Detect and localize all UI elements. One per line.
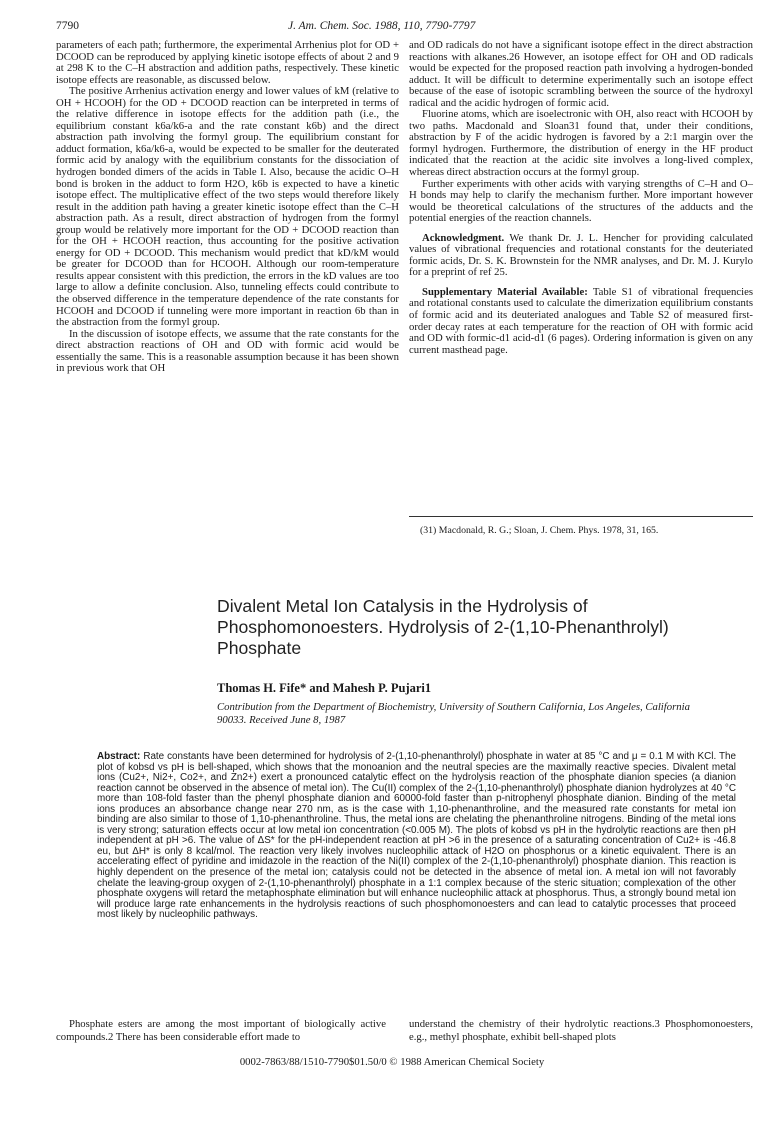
left-column [56, 40, 399, 375]
right-column [409, 40, 753, 356]
footnote: (31) Macdonald, R. G.; Sloan, J. Chem. Phys. 1978, 31, 165. [420, 525, 659, 536]
paragraph: and OD radicals do not have a significant isotope effect in the direct abstraction reactions with alkanes.26 However, an isotope effect for OH and OD radicals would be expected for the proposed reaction path involving a hydrogen-bonded adduct. It will be difficult to determine experimentally such an isotope effect because of the ease of isotopic scrambling between the source of the hydroxyl radical and the acidic hydrogen of formic acid. [409, 39, 753, 109]
article-authors: Thomas H. Fife* and Mahesh P. Pujari1 [217, 681, 432, 695]
paragraph: The positive Arrhenius activation energy and lower values of kM (relative to OH + HCOOH) for the OD + DCOOD reaction can be interpreted in terms of the relative difference in isotope effects for the addition path (i.e., the equilibrium constant k6a/k6-a and the rate constant k6b) and the direct abstraction path involving the formyl group. The equilibrium constant for adduct formation, k6a/k6-a, would be expected to be smaller for the deuterated formic acid by analogy with the equilibrium constants for the dissociation of hydrogen bonded dimers of the acids in Table I. Also, because the acidic O–H bond is broken in the adduct to form H2O, k6b is expected to have a kinetic isotope effect. The multiplicative effect of the two steps would therefore likely result in the addition path having a greater kinetic isotope effect than the C–H abstraction path. As a result, direct abstraction of hydrogen from the formyl group would be relatively more important for the OD + DCOOD reaction than for the OH + HCOOH reaction, thus accounting for the positive activation energy for OD + DCOOD. This mechanism would predict that kD/kM would be greater for DCOOD than for HCOOH. Although our room-temperature results appear consistent with this prediction, the errors in the kD values are too large to allow a definite conclusion. Also, tunneling effects could contribute to the observed difference in the temperature dependence of the rate constants for HCOOH and DCOOD if tunneling were more important in reaction 6b than in the abstraction from the formyl group. [56, 85, 399, 329]
supplementary-label: Supplementary Material Available: [422, 285, 588, 298]
abstract-label: Abstract: [97, 751, 141, 762]
paragraph: In the discussion of isotope effects, we assume that the rate constants for the direct abstraction reactions of OH and OD with formic acid would be essentially the same. This is a reasonable assumption because it has been shown in previous work that OH [56, 327, 399, 375]
abstract [56, 752, 736, 921]
running-header: J. Am. Chem. Soc. 1988, 110, 7790-7797 [288, 20, 476, 32]
supplementary-material [409, 287, 753, 356]
paragraph: Further experiments with other acids with varying strengths of C–H and O–H bonds may help to clarify the mechanism further. More important however would be theoretical calculations of the structures of the adducts and the potential energies of the reaction channels. [409, 177, 753, 225]
body-right-column [409, 1018, 753, 1043]
paragraph: understand the chemistry of their hydrolytic reactions.3 Phosphomonoesters, e.g., methyl phosphate, exhibit bell-shaped plots [409, 1018, 753, 1043]
body-left-column [56, 1018, 386, 1043]
abstract-text: Rate constants have been determined for hydrolysis of 2-(1,10-phenanthrolyl) phosphate in water at 85 °C and μ = 0.1 M with KCl. The plot of kobsd vs pH is bell-shaped, which shows that the monoanion and the neutral species are the maximally reactive species. Divalent metal ions (Cu2+, Ni2+, Co2+, and Zn2+) exert a pronounced catalytic effect on the hydrolysis reaction of the phosphate dianion species (a dianion reaction cannot be observed in the absence of metal ion). The Cu(II) complex of the 2-(1,10-phenanthrolyl) phosphate dianion hydrolyzes at 40 °C more than 108-fold faster than the phenyl phosphate dianion and 60000-fold faster than p-nitrophenyl phosphate dianion. Binding of the metal ions produces an absorbance change near 270 nm, as is the case with 1,10-phenanthroline, and the measured rate constants for metal ion binding are also similar to those of 1,10-phenanthroline. Thus, the metal ions are chelating the phenanthroline nitrogens. Binding of the metal ions is very strong; saturation effects occur at low metal ion concentration (<0.005 M). The plots of kobsd vs pH in the hydrolytic reactions are then pH independent at pH >6. The value of ΔS* for the pH-independent reaction at pH >6 in the presence of a saturating concentration of Cu2+ is -46.8 eu, but ΔH* is only 8 kcal/mol. The reaction very likely involves nucleophilic attack of H2O on phosphorus or a kinetic equivalent. There is an accelerating effect of pyridine and imidazole in the reaction of the Ni(II) complex of the 2-(1,10-phenanthrolyl) phosphate dianion. This reaction is highly dependent on the presence of the metal ion; catalysis could not be detected in the absence of metal ion. A metal ion will not favorably chelate the leaving-group oxygen of 2-(1,10-phenanthrolyl) phosphate in a 1:1 complex because of the steric situation; complexation of the other phosphate oxygens will retard the metaphosphate elimination but will enhance nucleophilic attack at phosphorus. Thus, a strongly bound metal ion will produce large rate enhancements in the hydrolysis reactions of such phosphomonoesters and can lead to catalytic processes that proceed most likely by nucleophilic pathways. [97, 751, 736, 921]
paragraph: Fluorine atoms, which are isoelectronic with OH, also react with HCOOH by two paths. Macdonald and Sloan31 found that, under their conditions, abstraction by F of the acidic hydrogen is favored by a 2:1 margin over the formyl hydrogen. Furthermore, the distribution of energy in the HF product indicated that the reaction at the acidic site involves a long-lived complex, whereas direct abstraction occurs at the formyl group. [409, 108, 753, 179]
article-title: Divalent Metal Ion Catalysis in the Hydrolysis of Phosphomonoesters. Hydrolysis of 2-(1,10-Phenanthrolyl) Phosphate [217, 596, 669, 658]
acknowledgment-text: We thank Dr. J. L. Hencher for providing calculated values of vibrational frequencies and rotational constants for the deuteriated formic acids, Dr. S. K. Brownstein for the NMR analyses, and Dr. M. J. Kurylo for a preprint of ref 25. [409, 231, 754, 279]
paragraph: parameters of each path; furthermore, the experimental Arrhenius plot for OD + DCOOD can be reproduced by applying kinetic isotope effects of about 2 and 9 at 298 K to the C–H abstraction and addition paths, respectively. These kinetic isotope effects are reasonable, as discussed below. [56, 39, 399, 86]
paragraph: Phosphate esters are among the most important of biologically active compounds.2 There has been considerable effort made to [56, 1018, 386, 1043]
article-affiliation: Contribution from the Department of Biochemistry, University of Southern California, Los Angeles, California 90033. Received June 8, 1987 [217, 701, 690, 726]
supplementary-text: Table S1 of vibrational frequencies and rotational constants used to calculate the dimerization equilibrium constants of formic acid and its deuteriated analogues and Table S2 of measured first-order decay rates at each temperature for the reaction of OH with formic acid and OD with formic-d1 acid-d1 (6 pages). Ordering information is given on any current masthead page. [409, 285, 753, 356]
copyright-line: 0002-7863/88/1510-7790$01.50/0 © 1988 American Chemical Society [239, 1056, 545, 1068]
acknowledgment [409, 233, 753, 279]
page-number: 7790 [56, 20, 79, 32]
acknowledgment-label: Acknowledgment. [422, 231, 505, 244]
footnote-divider [409, 516, 753, 517]
